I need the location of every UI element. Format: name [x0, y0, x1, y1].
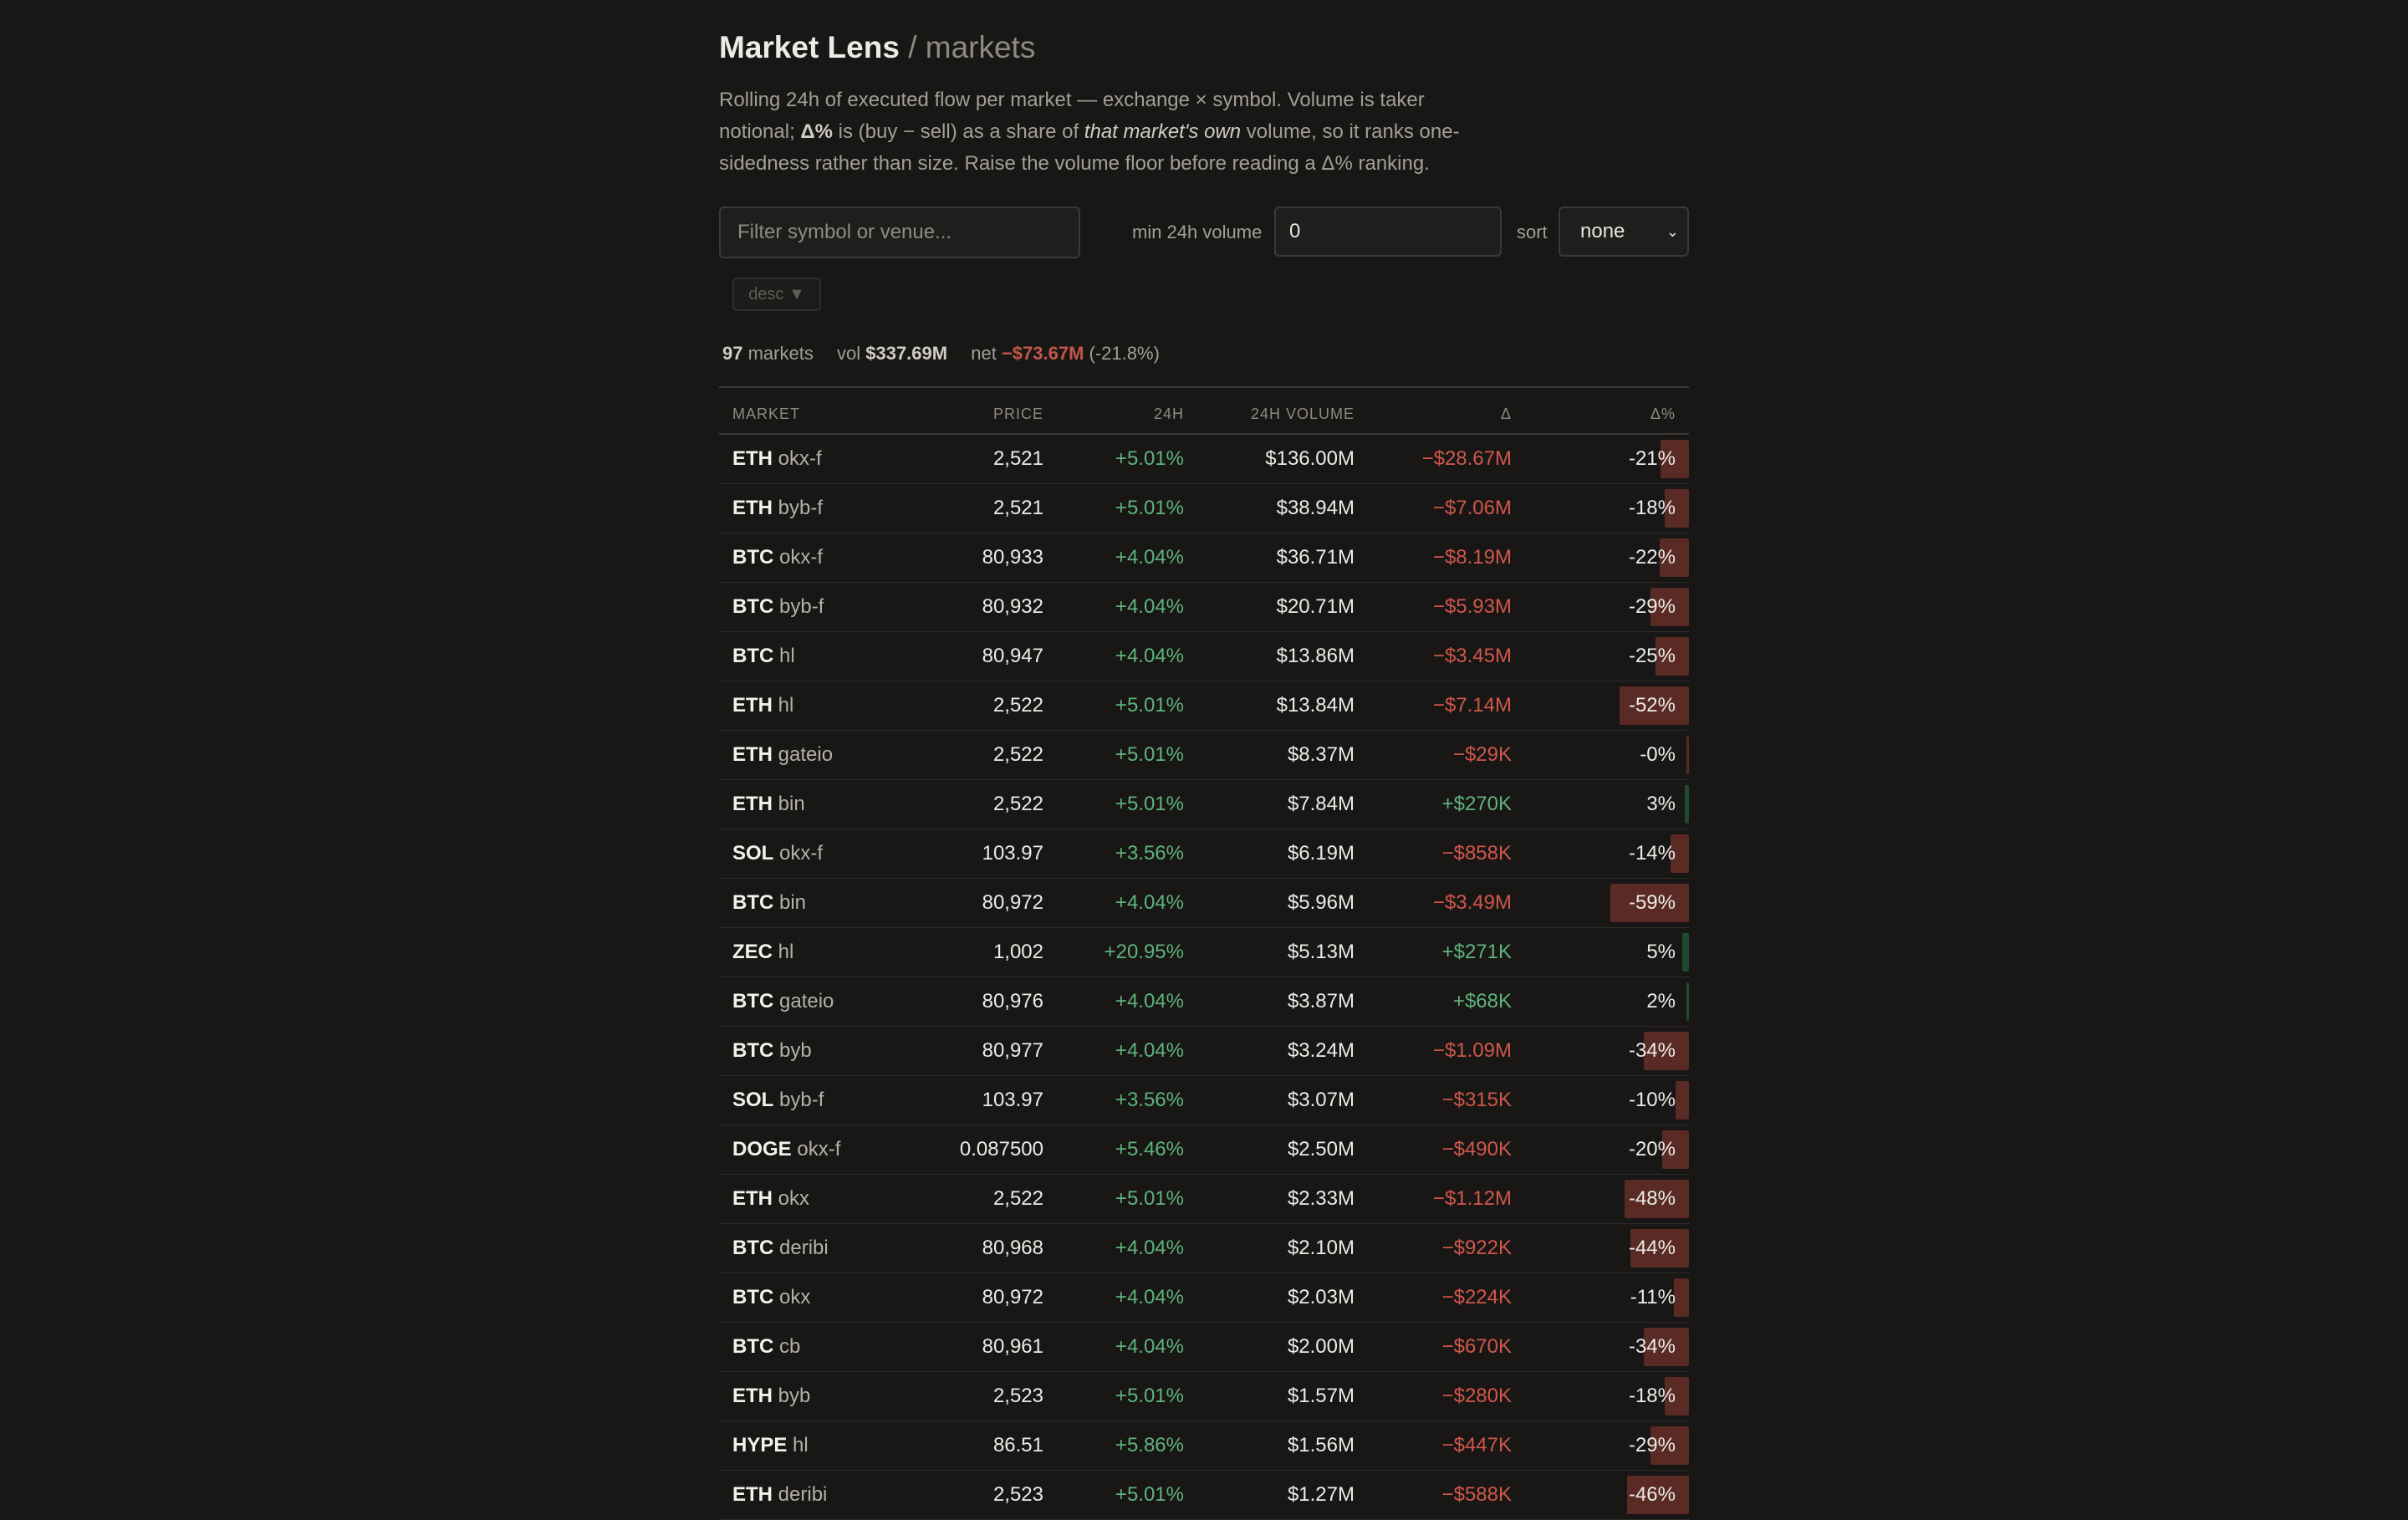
market-venue: byb-f [778, 497, 824, 519]
market-cell [732, 879, 806, 927]
delta-cell: −$3.49M [1432, 891, 1512, 914]
price-cell: 2,523 [992, 1483, 1043, 1506]
delta-pct-cell: -34% [1628, 1039, 1676, 1062]
volume-cell: $2.00M [1287, 1335, 1354, 1358]
table-row[interactable] [719, 731, 1689, 780]
delta-cell: −$490K [1441, 1138, 1512, 1160]
column-header-24h[interactable]: 24H [1153, 406, 1184, 422]
table-row[interactable] [719, 879, 1689, 928]
market-cell [732, 1125, 840, 1174]
volume-cell: $2.10M [1287, 1237, 1354, 1259]
volume-cell: $3.87M [1287, 990, 1354, 1012]
table-row[interactable] [719, 632, 1689, 681]
market-venue: okx-f [778, 447, 822, 470]
market-cell [732, 1027, 812, 1075]
app-title: Market Lens [719, 30, 900, 64]
delta-pct-bar [1686, 736, 1689, 774]
change-24h-cell: +5.01% [1115, 1385, 1184, 1407]
volume-cell: $2.50M [1287, 1138, 1354, 1160]
delta-pct-cell: 3% [1646, 793, 1676, 815]
market-cell [732, 829, 823, 878]
summary-stats [722, 343, 1160, 365]
market-cell [732, 1323, 800, 1371]
table-header [719, 388, 1689, 435]
price-cell: 80,972 [982, 891, 1043, 914]
delta-cell: −$588K [1441, 1483, 1512, 1506]
markets-count: 97 [722, 343, 743, 364]
market-venue: hl [779, 645, 795, 667]
delta-cell: −$5.93M [1432, 595, 1512, 618]
volume-cell: $3.07M [1287, 1089, 1354, 1111]
market-symbol: BTC [732, 595, 774, 618]
change-24h-cell: +4.04% [1115, 891, 1184, 914]
table-row[interactable] [719, 533, 1689, 583]
table-row[interactable] [719, 829, 1689, 879]
change-24h-cell: +5.01% [1115, 1483, 1184, 1506]
change-24h-cell: +4.04% [1115, 1335, 1184, 1358]
market-cell [732, 632, 795, 681]
change-24h-cell: +4.04% [1115, 645, 1184, 667]
market-cell [732, 1175, 809, 1223]
change-24h-cell: +3.56% [1115, 1089, 1184, 1111]
volume-cell: $136.00M [1265, 447, 1354, 470]
table-row[interactable] [719, 583, 1689, 632]
delta-cell: +$271K [1441, 941, 1512, 963]
delta-pct-cell: -34% [1628, 1335, 1676, 1358]
price-cell: 2,521 [992, 497, 1043, 519]
table-row[interactable] [719, 928, 1689, 977]
delta-pct-cell: -20% [1628, 1138, 1676, 1160]
delta-pct-cell: -48% [1628, 1187, 1676, 1210]
market-symbol: BTC [732, 1237, 774, 1259]
price-cell: 103.97 [982, 842, 1043, 865]
delta-pct-cell: -21% [1628, 447, 1676, 470]
market-venue: okx [779, 1286, 811, 1308]
market-cell [732, 583, 824, 631]
price-cell: 2,521 [992, 447, 1043, 470]
change-24h-cell: +5.01% [1115, 497, 1184, 519]
delta-cell: −$28.67M [1421, 447, 1512, 470]
market-venue: cb [779, 1335, 801, 1358]
price-cell: 2,523 [992, 1385, 1043, 1407]
change-24h-cell: +4.04% [1115, 595, 1184, 618]
table-row[interactable] [719, 435, 1689, 484]
price-cell: 80,947 [982, 645, 1043, 667]
change-24h-cell: +4.04% [1115, 1039, 1184, 1062]
table-row[interactable] [719, 1027, 1689, 1076]
market-symbol: BTC [732, 891, 774, 914]
market-venue: hl [793, 1434, 809, 1456]
market-cell [732, 780, 805, 829]
delta-pct-cell: -29% [1628, 1434, 1676, 1456]
delta-cell: −$858K [1441, 842, 1512, 865]
market-cell [732, 681, 793, 730]
delta-cell: −$1.09M [1432, 1039, 1512, 1062]
sort-select-value: none [1580, 220, 1625, 242]
market-venue: deribi [779, 1237, 829, 1259]
market-venue: byb [778, 1385, 811, 1407]
delta-cell: −$224K [1441, 1286, 1512, 1308]
desc-italic: that market's own [1084, 120, 1242, 143]
table-row[interactable] [719, 1175, 1689, 1224]
net-pct: (-21.8%) [1089, 343, 1160, 364]
delta-pct-cell: -14% [1628, 842, 1676, 865]
delta-pct-cell: -18% [1628, 1385, 1676, 1407]
market-cell [732, 1471, 827, 1519]
page-subtitle: / markets [908, 30, 1036, 64]
market-cell [732, 1076, 824, 1125]
delta-cell: −$7.14M [1432, 694, 1512, 717]
volume-cell: $38.94M [1276, 497, 1354, 519]
delta-pct-cell: -18% [1628, 497, 1676, 519]
volume-cell: $13.86M [1276, 645, 1354, 667]
delta-pct-bar [1685, 785, 1689, 824]
volume-cell: $2.33M [1287, 1187, 1354, 1210]
volume-cell: $8.37M [1287, 743, 1354, 766]
market-venue: okx-f [779, 842, 824, 865]
min-volume-label: min 24h volume [1132, 222, 1263, 242]
delta-cell: −$3.45M [1432, 645, 1512, 667]
change-24h-cell: +5.01% [1115, 793, 1184, 815]
desc-text-1: Rolling 24h of executed flow per market — exchange × symbol. Volume is taker notional; [719, 89, 1425, 143]
column-header-delta-pct[interactable]: Δ% [1650, 406, 1676, 422]
market-symbol: ETH [732, 447, 773, 470]
table-row[interactable] [719, 1372, 1689, 1421]
price-cell: 86.51 [992, 1434, 1043, 1456]
delta-pct-bar [1686, 982, 1689, 1021]
market-cell [732, 435, 822, 483]
price-cell: 80,933 [982, 546, 1043, 569]
delta-cell: −$922K [1441, 1237, 1512, 1259]
table-row[interactable] [719, 1125, 1689, 1175]
market-symbol: ETH [732, 497, 773, 519]
delta-cell: −$7.06M [1432, 497, 1512, 519]
market-symbol: BTC [732, 1039, 774, 1062]
delta-pct-bar [1682, 933, 1689, 972]
market-venue: byb-f [779, 1089, 824, 1111]
delta-cell: −$670K [1441, 1335, 1512, 1358]
volume-cell: $1.56M [1287, 1434, 1354, 1456]
controls-bar [719, 207, 1689, 260]
price-cell: 80,961 [982, 1335, 1043, 1358]
market-venue: okx [778, 1187, 810, 1210]
chevron-down-icon: ⌄ [1666, 223, 1679, 240]
price-cell: 2,522 [992, 793, 1043, 815]
net-value: −$73.67M [1001, 343, 1084, 364]
vol-value: $337.69M [865, 343, 948, 364]
table-row[interactable] [719, 484, 1689, 533]
market-venue: byb-f [779, 595, 824, 618]
table-row[interactable] [719, 1421, 1689, 1471]
markets-table [719, 386, 1689, 1520]
table-row[interactable] [719, 1273, 1689, 1323]
market-cell [732, 1224, 829, 1273]
price-cell: 103.97 [982, 1089, 1043, 1111]
delta-cell: −$447K [1441, 1434, 1512, 1456]
market-cell [732, 484, 823, 533]
delta-cell: +$68K [1452, 990, 1512, 1012]
delta-pct-cell: -44% [1628, 1237, 1676, 1259]
table-row[interactable] [719, 681, 1689, 731]
delta-pct-bar [1674, 1278, 1689, 1317]
market-venue: okx-f [779, 546, 824, 569]
volume-cell: $6.19M [1287, 842, 1354, 865]
desc-bold-delta: Δ% [800, 120, 833, 143]
price-cell: 80,968 [982, 1237, 1043, 1259]
change-24h-cell: +4.04% [1115, 1286, 1184, 1308]
price-cell: 1,002 [992, 941, 1043, 963]
market-cell [732, 1421, 809, 1470]
market-venue: okx-f [797, 1138, 841, 1160]
market-cell [732, 1273, 810, 1322]
volume-cell: $5.13M [1287, 941, 1354, 963]
market-symbol: BTC [732, 1335, 774, 1358]
market-symbol: ETH [732, 694, 773, 717]
vol-label: vol [836, 343, 861, 364]
column-header-24h-volume[interactable]: 24H VOLUME [1250, 406, 1354, 422]
market-cell [732, 731, 833, 779]
market-symbol: BTC [732, 990, 774, 1012]
market-symbol: HYPE [732, 1434, 788, 1456]
market-venue: gateio [778, 743, 834, 766]
market-symbol: BTC [732, 645, 774, 667]
volume-cell: $1.27M [1287, 1483, 1354, 1506]
net-label: net [971, 343, 997, 364]
change-24h-cell: +5.86% [1115, 1434, 1184, 1456]
volume-cell: $1.57M [1287, 1385, 1354, 1407]
delta-pct-bar [1676, 1081, 1689, 1120]
market-cell [732, 1372, 810, 1421]
delta-cell: −$29K [1452, 743, 1512, 766]
table-row[interactable] [719, 780, 1689, 829]
volume-cell: $7.84M [1287, 793, 1354, 815]
price-cell: 80,932 [982, 595, 1043, 618]
desc-text-3: volume, so it ranks one-sidedness rather than size. Raise the volume floor before reading a Δ% ranking. [719, 120, 1460, 175]
price-cell: 0.087500 [959, 1138, 1043, 1160]
markets-label: markets [747, 343, 814, 364]
table-row[interactable] [719, 1323, 1689, 1372]
market-symbol: BTC [732, 1286, 774, 1308]
table-row[interactable] [719, 1076, 1689, 1125]
market-venue: byb [779, 1039, 812, 1062]
change-24h-cell: +4.04% [1115, 1237, 1184, 1259]
delta-pct-cell: -29% [1628, 595, 1676, 618]
delta-pct-cell: -52% [1628, 694, 1676, 717]
market-symbol: SOL [732, 1089, 774, 1111]
market-cell [732, 533, 823, 582]
market-cell [732, 977, 834, 1026]
market-symbol: SOL [732, 842, 774, 865]
delta-pct-cell: 5% [1646, 941, 1676, 963]
page-title [719, 30, 1035, 65]
delta-pct-cell: -22% [1628, 546, 1676, 569]
column-header-delta[interactable]: Δ [1500, 406, 1512, 422]
delta-pct-cell: -10% [1628, 1089, 1676, 1111]
price-cell: 80,976 [982, 990, 1043, 1012]
delta-pct-cell: -25% [1628, 645, 1676, 667]
market-venue: bin [779, 891, 807, 914]
volume-cell: $5.96M [1287, 891, 1354, 914]
table-body [719, 435, 1689, 1520]
sort-order-button[interactable]: desc ▼ [732, 278, 821, 311]
delta-pct-cell: -46% [1628, 1483, 1676, 1506]
delta-pct-cell: 2% [1646, 990, 1676, 1012]
change-24h-cell: +4.04% [1115, 546, 1184, 569]
change-24h-cell: +5.01% [1115, 1187, 1184, 1210]
volume-cell: $2.03M [1287, 1286, 1354, 1308]
change-24h-cell: +5.01% [1115, 694, 1184, 717]
market-symbol: ETH [732, 743, 773, 766]
market-symbol: DOGE [732, 1138, 792, 1160]
price-cell: 80,972 [982, 1286, 1043, 1308]
delta-pct-cell: -11% [1630, 1286, 1676, 1308]
price-cell: 2,522 [992, 743, 1043, 766]
market-symbol: ETH [732, 1483, 773, 1506]
column-header-market[interactable]: MARKET [732, 406, 801, 422]
table-row[interactable] [719, 1471, 1689, 1520]
market-symbol: BTC [732, 546, 774, 569]
price-cell: 2,522 [992, 1187, 1043, 1210]
market-symbol: ZEC [732, 941, 773, 963]
market-venue: gateio [779, 990, 834, 1012]
change-24h-cell: +5.46% [1115, 1138, 1184, 1160]
volume-cell: $20.71M [1276, 595, 1354, 618]
delta-pct-cell: -59% [1628, 891, 1676, 914]
volume-cell: $36.71M [1276, 546, 1354, 569]
delta-cell: +$270K [1441, 793, 1512, 815]
column-header-price[interactable]: PRICE [992, 406, 1043, 422]
min-volume-input[interactable]: 0 [1274, 207, 1502, 257]
desc-text-2: is (buy − sell) as a share of [833, 120, 1084, 143]
change-24h-cell: +4.04% [1115, 990, 1184, 1012]
volume-cell: $13.84M [1276, 694, 1354, 717]
market-venue: deribi [778, 1483, 828, 1506]
delta-cell: −$1.12M [1432, 1187, 1512, 1210]
market-symbol: ETH [732, 1385, 773, 1407]
market-cell [732, 928, 793, 977]
market-venue: hl [778, 941, 794, 963]
price-cell: 2,522 [992, 694, 1043, 717]
change-24h-cell: +20.95% [1104, 941, 1184, 963]
filter-input[interactable]: Filter symbol or venue... [719, 207, 1080, 258]
market-symbol: ETH [732, 1187, 773, 1210]
change-24h-cell: +5.01% [1115, 447, 1184, 470]
sort-label: sort [1517, 222, 1548, 242]
market-venue: hl [778, 694, 794, 717]
delta-pct-cell: -0% [1640, 743, 1676, 766]
delta-cell: −$315K [1441, 1089, 1512, 1111]
delta-cell: −$280K [1441, 1385, 1512, 1407]
change-24h-cell: +5.01% [1115, 743, 1184, 766]
table-row[interactable] [719, 977, 1689, 1027]
page-description [719, 84, 1488, 180]
delta-cell: −$8.19M [1432, 546, 1512, 569]
market-venue: bin [778, 793, 805, 815]
sort-select[interactable] [1559, 207, 1689, 257]
price-cell: 80,977 [982, 1039, 1043, 1062]
table-row[interactable] [719, 1224, 1689, 1273]
volume-cell: $3.24M [1287, 1039, 1354, 1062]
market-symbol: ETH [732, 793, 773, 815]
change-24h-cell: +3.56% [1115, 842, 1184, 865]
